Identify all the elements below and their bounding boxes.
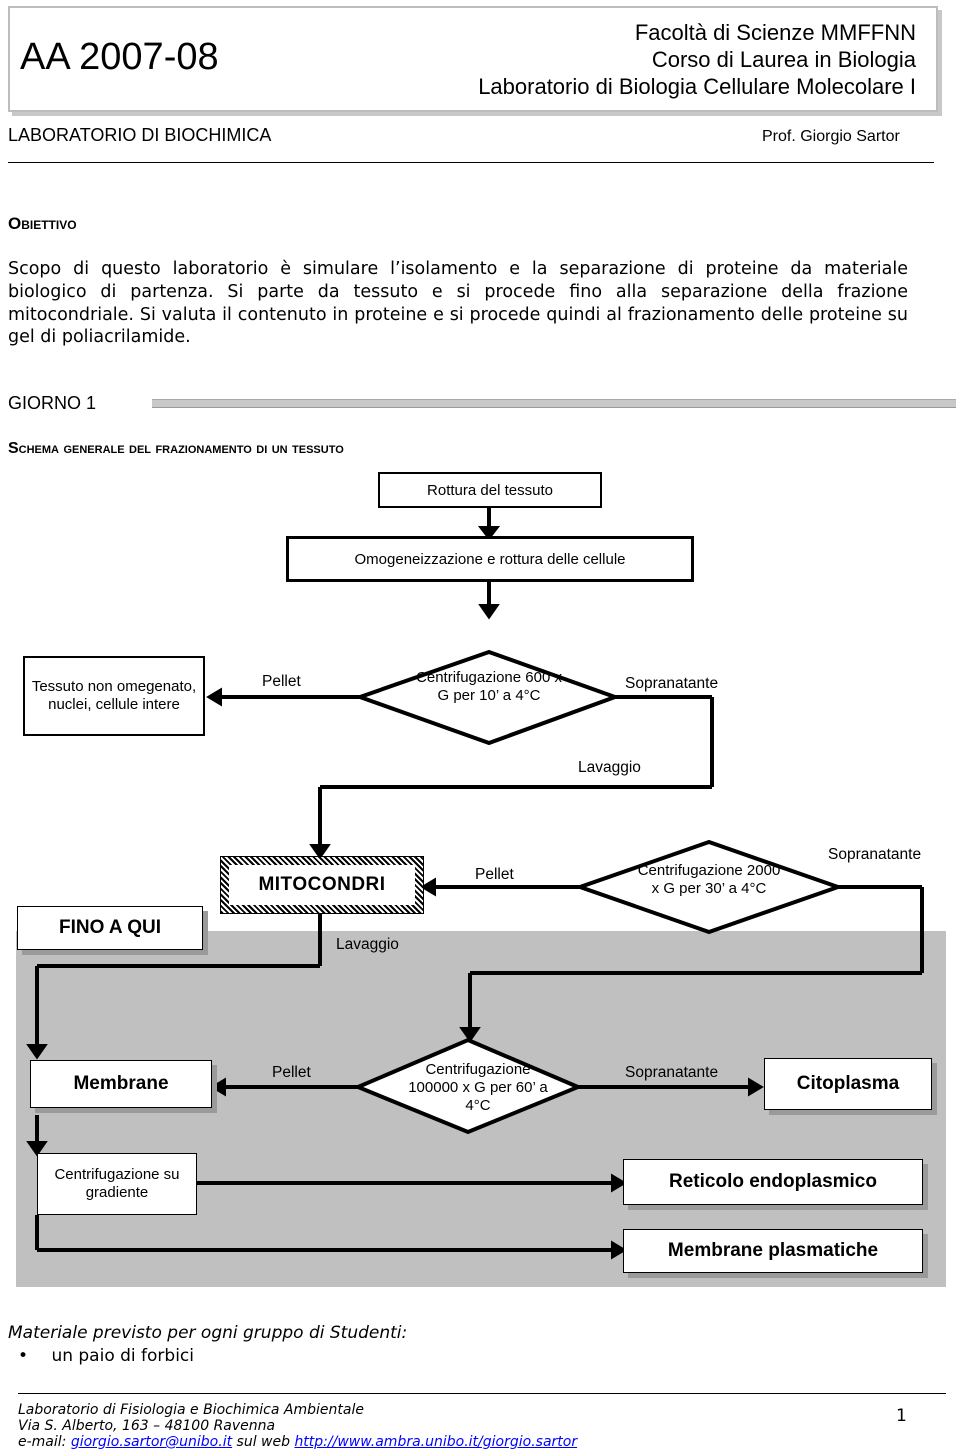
web-link[interactable]: http://www.ambra.unibo.it/giorgio.sartor	[294, 1434, 578, 1450]
objective-text: Scopo di questo laboratorio è simulare l’isolamento e la separazione di proteine da materiale biologico di partenza. Si parte da tessuto e si procede fino alla separazione della frazione mitocondriale. Si valuta il contenuto in proteine e si procede quindi al frazionamento delle proteine su gel di poliacrilamide.	[8, 259, 908, 348]
supernatant-label-3: Sopranatante	[625, 1064, 719, 1081]
lab-title: LABORATORIO DI BIOCHIMICA	[8, 125, 272, 145]
scheme-heading: Schema generale del frazionamento di un tessuto	[8, 440, 344, 457]
step-tissue-rupture: Rottura del tessuto	[378, 472, 602, 508]
pellet-label-3: Pellet	[272, 1064, 311, 1081]
cytoplasm-box: Citoplasma	[764, 1058, 932, 1110]
day-label: GIORNO 1	[8, 393, 97, 413]
pellet-label-2: Pellet	[475, 866, 514, 883]
step-homogenization: Omogeneizzazione e rottura delle cellule	[286, 536, 694, 582]
pellet-label-1: Pellet	[262, 673, 301, 690]
course: Corso di Laurea in Biologia	[651, 47, 916, 72]
stop-here-box: FINO A QUI	[17, 906, 203, 950]
objective-heading: Obiettivo	[8, 214, 77, 233]
materials-list	[18, 1346, 194, 1366]
centrifuge-label-3: Centrifugazione 100000 x G per 60’ a 4°C	[408, 1061, 548, 1114]
er-box: Reticolo endoplasmico	[623, 1159, 923, 1205]
membrane-box: Membrane	[30, 1060, 212, 1108]
page-number: 1	[896, 1406, 907, 1426]
footer-line3	[18, 1434, 577, 1450]
mitochondria-box: MITOCONDRI	[229, 865, 415, 905]
professor: Prof. Giorgio Sartor	[762, 128, 900, 145]
bullet-icon: •	[18, 1346, 29, 1366]
residue-box: Tessuto non omegenato, nuclei, cellule intere	[23, 656, 205, 736]
faculty: Facoltà di Scienze MMFFNN	[634, 20, 916, 45]
supernatant-label-2: Sopranatante	[828, 846, 922, 863]
wash-label-2: Lavaggio	[336, 936, 399, 953]
centrifuge-label-1: Centrifugazione 600 x G per 10’ a 4°C	[416, 669, 562, 704]
materials-item: un paio di forbici	[51, 1346, 195, 1366]
wash-label-1: Lavaggio	[578, 759, 641, 776]
materials-heading: Materiale previsto per ogni gruppo di Studenti:	[8, 1323, 408, 1343]
centrifuge-label-2: Centrifugazione 2000 x G per 30’ a 4°C	[637, 862, 781, 897]
email-link[interactable]: giorgio.sartor@unibo.it	[70, 1434, 233, 1450]
footer-line2: Via S. Alberto, 163 – 48100 Ravenna	[18, 1418, 276, 1434]
supernatant-label-1: Sopranatante	[625, 675, 719, 692]
plasma-membrane-box: Membrane plasmatiche	[623, 1229, 923, 1273]
footer-line1: Laboratorio di Fisiologia e Biochimica Ambientale	[18, 1402, 364, 1418]
lab-name: Laboratorio di Biologia Cellulare Molecolare I	[478, 74, 916, 99]
email-prefix: e-mail:	[18, 1434, 71, 1450]
web-prefix: sul web	[232, 1434, 295, 1450]
footer-rule	[18, 1393, 946, 1394]
gradient-box: Centrifugazione su gradiente	[37, 1153, 197, 1215]
academic-year: AA 2007-08	[20, 36, 219, 78]
